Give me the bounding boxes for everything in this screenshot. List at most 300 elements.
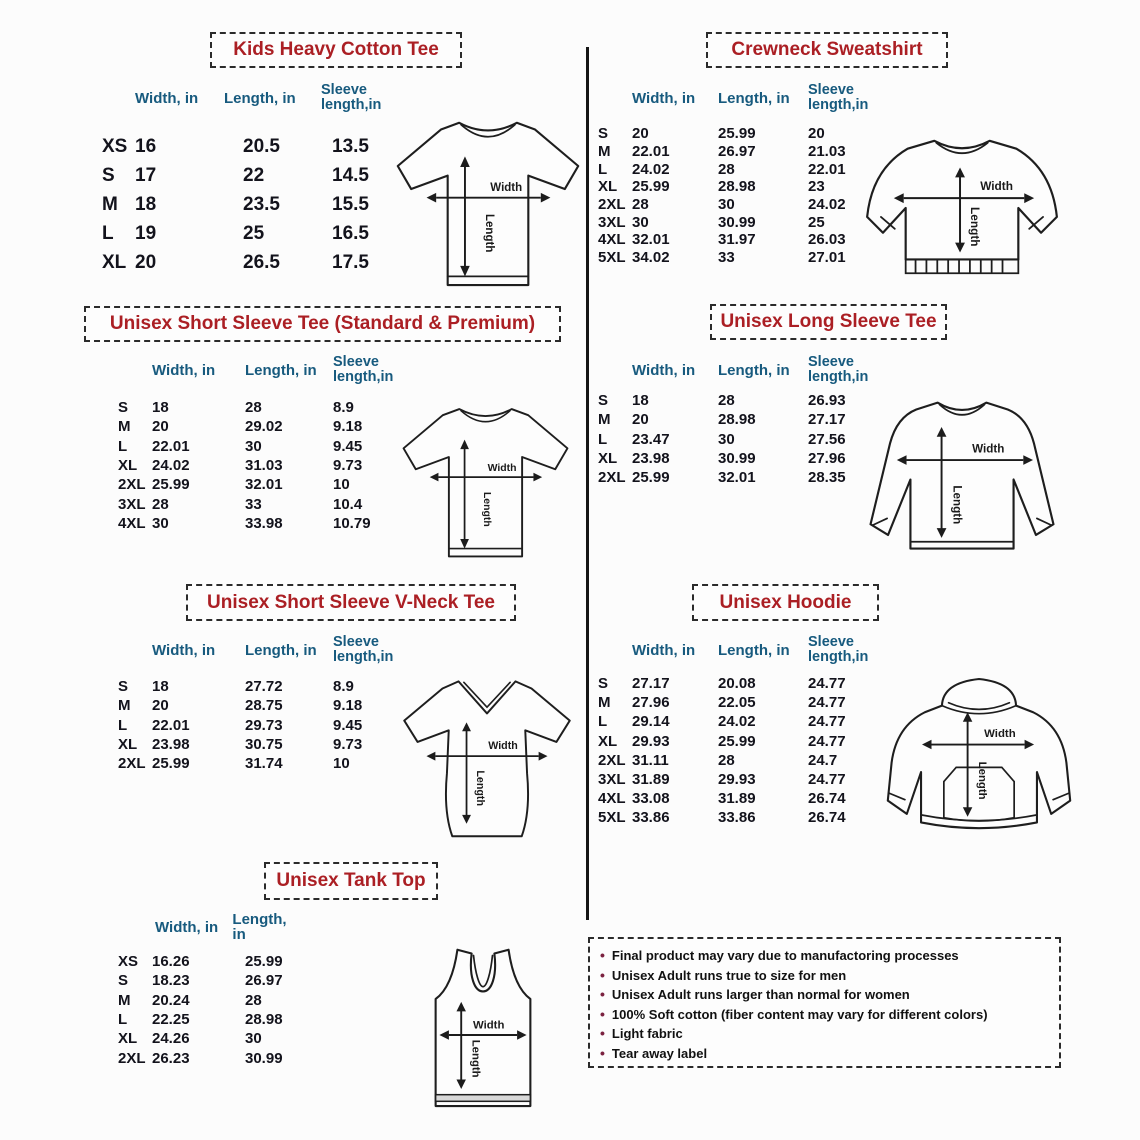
sleeve-cell: 26.74 [808,809,846,827]
length-cell: 28.75 [245,697,283,715]
width-header: Width, in [152,361,216,379]
width-cell: 33.08 [632,790,670,808]
length-cell: 28 [718,751,735,769]
section-title [692,584,879,621]
hoodie-outline [888,679,1070,828]
width-cell: 18 [632,392,649,410]
kids-tee-diagram [392,108,584,296]
width-header: Width, in [152,641,216,659]
sleeve-cell: 20 [808,125,825,143]
sleeve-cell: 23 [808,178,825,196]
note-text: Tear away label [611,1045,708,1061]
table-row [598,808,846,827]
size-cell: 5XL [598,809,626,827]
table-header-row [152,352,405,388]
table-row [102,132,369,161]
sleeve-cell: 24.77 [808,694,846,712]
sleeve-cell: 24.77 [808,732,846,750]
note-item [600,1024,1049,1044]
section-title-text: Unisex Long Sleeve Tee [720,311,937,332]
width-cell: 24.26 [152,1030,190,1048]
section-title-text: Crewneck Sweatshirt [731,39,923,60]
sleeve-cell: 17.5 [332,251,369,273]
width-label: Width [490,181,523,194]
length-header: Length, in [245,641,317,659]
table-row [598,468,846,487]
size-cell: 4XL [598,790,626,808]
length-cell: 25.99 [718,125,756,143]
length-cell: 26.97 [245,972,283,990]
width-header: Width, in [135,89,199,107]
table-row [118,971,333,990]
sleeve-cell: 14.5 [332,164,369,186]
table-row [102,161,369,190]
length-cell: 30.99 [718,213,756,231]
note-text: 100% Soft cotton (fiber content may vary for different colors) [611,1006,988,1022]
table-row [598,449,846,468]
length-cell: 29.93 [718,771,756,789]
bullet-icon: • [600,966,605,983]
length-cell: 30.75 [245,736,283,754]
table-header-row [632,632,880,668]
long-sleeve-diagram [856,390,1068,570]
section-title [710,304,947,340]
width-cell: 18.23 [152,972,190,990]
note-text: Final product may vary due to manufactoring processes [611,948,959,963]
size-cell: XL [102,251,127,273]
section-title-text: Unisex Tank Top [276,870,426,891]
sleeve-cell: 9.45 [333,716,363,734]
table-row [598,712,846,731]
sleeve-cell: 24.77 [808,713,846,731]
length-cell: 30.99 [718,450,756,468]
sleeve-cell: 8.9 [333,399,354,417]
section-title-text: Kids Heavy Cotton Tee [233,39,439,60]
size-cell: S [118,399,129,417]
table-row [598,789,846,808]
note-item [600,946,1049,966]
width-cell: 31.11 [632,751,669,769]
length-label: Length [967,207,982,247]
width-cell: 25.99 [632,178,670,196]
table-row [598,213,846,231]
width-cell: 20 [632,125,649,143]
size-cell: 2XL [118,1049,146,1067]
length-cell: 25.99 [718,732,756,750]
note-item [600,985,1049,1005]
bullet-icon: • [600,947,605,963]
table-row [118,494,371,513]
width-label: Width [487,462,517,474]
length-cell: 22.05 [718,694,756,712]
table-row [118,417,371,436]
sleeve-header: Sleeve length,in [808,82,869,113]
sweatshirt-diagram [856,126,1068,294]
note-item [600,1005,1049,1025]
length-label: Length [483,214,496,253]
sleeve-cell: 22.01 [808,160,846,178]
sleeve-cell: 21.03 [808,143,846,161]
length-cell: 32.01 [718,469,756,487]
length-header: Length, in [718,89,790,107]
sleeve-cell: 24.77 [808,675,846,693]
size-cell: XL [118,457,138,475]
size-cell: 2XL [118,755,146,773]
waistband [906,259,1019,273]
section-title [264,862,438,900]
sleeve-cell: 26.74 [808,790,846,808]
table-row [118,716,362,735]
table-row [598,751,846,770]
width-label: Width [488,740,518,753]
size-cell: S [102,164,115,186]
table-row [598,249,846,267]
width-cell: 20 [152,418,169,436]
sleeve-cell: 8.9 [333,678,354,696]
table-row [598,430,846,449]
size-cell: M [102,193,118,215]
notes-box [588,937,1061,1068]
width-cell: 31.89 [632,771,670,789]
size-cell: M [118,991,131,1009]
sleeve-cell: 10 [333,476,350,494]
bullet-icon: • [600,1005,605,1022]
section-title-text: Unisex Short Sleeve Tee (Standard & Premium) [109,313,536,334]
sleeve-cell: 24.02 [808,196,846,214]
width-cell: 16 [135,135,157,157]
width-cell: 20 [152,697,169,715]
table-row [598,125,846,143]
bullet-icon: • [600,1025,605,1041]
length-cell: 30 [718,430,735,448]
sleeve-cell: 9.18 [333,697,363,715]
table-row [118,398,371,417]
vneck-diagram [398,670,576,845]
tee-outline [404,409,568,556]
size-table [118,677,362,773]
table-row [598,391,846,410]
length-header: Length, in [718,361,790,379]
table-row [118,456,371,475]
width-cell: 33.86 [632,809,670,827]
section-title-text: Unisex Short Sleeve V-Neck Tee [207,591,495,613]
width-cell: 30 [152,514,169,532]
sleeve-cell: 15.5 [332,193,369,215]
width-cell: 28 [632,196,649,214]
sleeve-cell: 9.18 [333,418,363,436]
table-header-row [135,80,393,116]
size-cell: L [118,437,128,455]
length-cell: 28 [718,392,735,410]
length-cell: 32.01 [245,476,283,494]
size-table [598,391,846,487]
width-cell: 22.01 [632,143,670,161]
length-cell: 25.99 [245,953,283,971]
size-cell: XL [598,732,618,750]
length-cell: 28.98 [245,1011,283,1029]
size-cell: L [102,222,114,244]
width-cell: 19 [135,222,157,244]
size-cell: 3XL [598,213,626,231]
table-header-row [152,632,405,668]
table-row [118,754,362,773]
note-item [600,966,1049,986]
width-cell: 27.17 [632,675,670,693]
length-cell: 26.5 [243,251,280,273]
length-cell: 28.98 [718,178,756,196]
sleeve-header: Sleeve length,in [321,82,382,113]
table-row [598,770,846,789]
sleeve-cell: 25 [808,213,825,231]
table-row [118,735,362,754]
length-header: Length, in [245,361,317,379]
table-row [118,437,371,456]
width-header: Width, in [632,89,696,107]
table-row [118,475,371,494]
width-cell: 16.26 [152,953,190,971]
vneck-outline [404,681,570,836]
length-header: Length, in [224,89,296,107]
section-title [210,32,462,68]
length-header: Length, in [232,911,287,943]
length-cell: 20.5 [243,135,280,157]
bullet-icon: • [600,1044,605,1061]
length-cell: 33.98 [245,514,283,532]
size-cell: M [598,694,611,712]
length-cell: 30.99 [245,1049,283,1067]
size-cell: 2XL [598,469,626,487]
size-cell: M [598,411,611,429]
size-cell: XS [102,135,128,157]
width-cell: 18 [135,193,157,215]
table-row [102,219,369,248]
table-row [598,196,846,214]
section-title [186,584,516,621]
length-cell: 33.86 [718,809,756,827]
sleeve-cell: 27.96 [808,450,846,468]
table-row [598,732,846,751]
size-cell: M [598,143,611,161]
length-cell: 31.97 [718,231,756,249]
size-cell: S [118,972,129,990]
size-table [118,952,333,1068]
length-header: Length, in [718,641,790,659]
sleeve-cell: 28.35 [808,469,846,487]
length-cell: 28.98 [718,411,756,429]
length-cell: 33 [718,249,735,267]
width-label: Width [980,179,1013,194]
section-title [84,306,561,342]
size-cell: L [598,713,608,731]
table-row [118,514,371,533]
length-cell: 33 [245,495,262,513]
width-cell: 17 [135,164,157,186]
size-table [598,674,846,828]
size-cell: L [118,1011,128,1029]
size-cell: S [598,675,609,693]
size-cell: S [598,392,609,410]
sleeve-cell: 27.56 [808,430,846,448]
table-header-row [155,911,296,943]
size-cell: S [118,678,129,696]
tee-outline [398,123,578,285]
width-cell: 23.98 [632,450,670,468]
size-cell: XS [118,953,139,971]
table-row [598,410,846,429]
sleeve-header: Sleeve length,in [808,634,869,665]
width-cell: 27.96 [632,694,670,712]
width-cell: 28 [152,495,169,513]
table-row [102,190,369,219]
size-table [118,398,371,533]
width-label: Width [984,727,1016,740]
note-item [600,1044,1049,1064]
size-cell: 4XL [118,514,146,532]
size-cell: L [118,716,128,734]
column-divider [586,47,589,920]
size-cell: XL [118,1030,138,1048]
width-cell: 23.47 [632,430,670,448]
table-row [598,231,846,249]
length-cell: 30 [245,1030,262,1048]
sleeve-cell: 10.4 [333,495,363,513]
table-row [118,677,362,696]
length-label: Length [480,491,492,527]
length-cell: 24.02 [718,713,756,731]
sleeve-header: Sleeve length,in [333,634,394,665]
length-cell: 31.03 [245,457,283,475]
sleeve-cell: 27.01 [808,249,846,267]
length-cell: 28 [245,991,262,1009]
length-cell: 23.5 [243,193,280,215]
sleeve-cell: 24.77 [808,771,846,789]
sleeve-cell: 26.93 [808,392,846,410]
width-cell: 18 [152,678,169,696]
width-header: Width, in [632,641,696,659]
length-cell: 30 [718,196,735,214]
length-label: Length [976,761,988,800]
width-cell: 26.23 [152,1049,190,1067]
size-cell: XL [598,450,618,468]
length-cell: 31.89 [718,790,756,808]
table-row [118,1029,333,1048]
width-cell: 34.02 [632,249,670,267]
width-cell: 30 [632,213,649,231]
size-cell: M [118,697,131,715]
size-cell: M [118,418,131,436]
width-cell: 22.25 [152,1011,190,1029]
size-cell: 3XL [118,495,146,513]
length-cell: 27.72 [245,678,283,696]
long-sleeve-outline [871,403,1054,549]
size-cell: 2XL [118,476,146,494]
width-cell: 18 [152,399,169,417]
size-cell: XL [598,178,618,196]
sleeve-cell: 9.73 [333,736,363,754]
sleeve-cell: 27.17 [808,411,846,429]
length-label: Length [950,485,964,525]
sleeve-header: Sleeve length,in [333,354,394,385]
width-cell: 23.98 [152,736,190,754]
bullet-icon: • [600,986,605,1002]
table-row [598,693,846,712]
size-cell: XL [118,736,138,754]
table-row [118,952,333,971]
width-cell: 20 [135,251,157,273]
length-cell: 28 [718,160,735,178]
tank-top-diagram [426,945,540,1125]
size-cell: L [598,430,608,448]
section-title-text: Unisex Hoodie [719,591,852,613]
width-cell: 24.02 [632,160,670,178]
note-text: Light fabric [611,1026,683,1041]
size-cell: 5XL [598,249,626,267]
sleeve-cell: 26.03 [808,231,846,249]
sleeve-cell: 24.7 [808,751,838,769]
size-cell: 2XL [598,751,626,769]
length-cell: 29.02 [245,418,283,436]
note-text: Unisex Adult runs larger than normal for women [611,987,910,1002]
sleeve-header: Sleeve length,in [808,354,869,385]
table-header-row [632,352,880,388]
note-text: Unisex Adult runs true to size for men [611,967,847,983]
length-cell: 26.97 [718,143,756,161]
size-cell: 4XL [598,231,626,249]
table-row [598,160,846,178]
table-row [118,1048,333,1067]
width-cell: 20.24 [152,991,190,1009]
width-cell: 20 [632,411,649,429]
table-header-row [632,80,880,116]
length-cell: 22 [243,164,265,186]
length-cell: 25 [243,222,265,244]
width-cell: 22.01 [152,716,190,734]
sleeve-cell: 13.5 [332,135,369,157]
width-cell: 25.99 [632,469,670,487]
table-row [598,143,846,161]
width-label: Width [972,442,1005,456]
table-row [118,991,333,1010]
table-row [598,178,846,196]
length-label: Length [474,770,487,806]
sleeve-cell: 10 [333,755,350,773]
length-cell: 31.74 [245,755,283,773]
length-cell: 30 [245,437,262,455]
sleeve-cell: 9.45 [333,437,363,455]
width-cell: 25.99 [152,476,190,494]
size-cell: L [598,160,608,178]
sleeve-cell: 10.79 [333,514,371,532]
size-cell: 2XL [598,196,626,214]
tee-diagram [398,396,573,566]
length-cell: 29.73 [245,716,283,734]
table-row [118,1010,333,1029]
size-table [102,132,369,277]
width-cell: 29.14 [632,713,670,731]
hem-band [436,1095,531,1102]
width-cell: 25.99 [152,755,190,773]
length-cell: 28 [245,399,262,417]
table-row [118,696,362,715]
length-cell: 20.08 [718,675,756,693]
size-cell: 3XL [598,771,626,789]
waistband-ribs [916,260,1003,272]
table-row [102,248,369,277]
sleeve-cell: 9.73 [333,457,363,475]
length-label: Length [469,1039,482,1078]
width-cell: 22.01 [152,437,190,455]
width-cell: 32.01 [632,231,670,249]
